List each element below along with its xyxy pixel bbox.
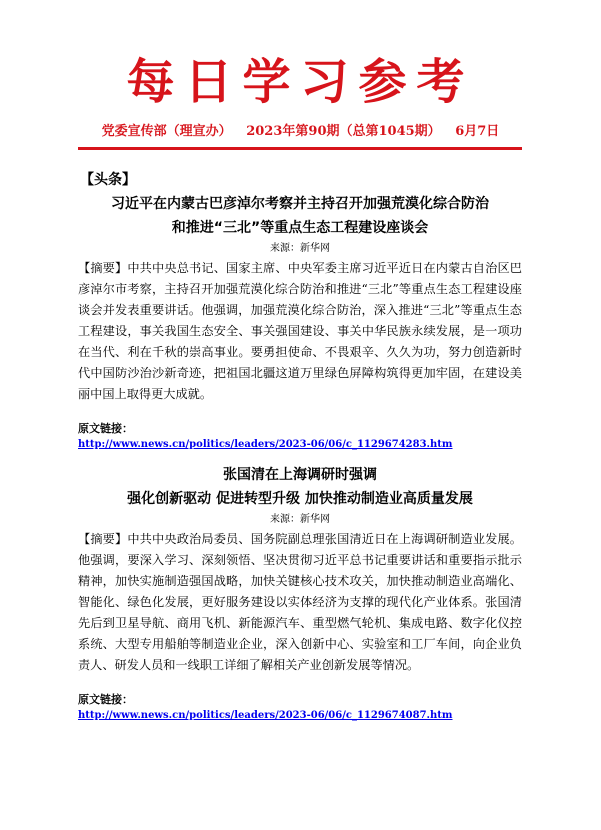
original-link[interactable]: http://www.news.cn/politics/leaders/2023-06/06/c_1129674283.htm (78, 439, 453, 450)
masthead-title: 每日学习参考 (126, 54, 475, 110)
publisher: 党委宣传部（理宣办） (101, 124, 232, 139)
original-link-label: 原文链接： (78, 693, 133, 706)
header-divider (78, 147, 522, 150)
document-body (78, 170, 522, 724)
article-summary: 【摘要】中共中央政治局委员、国务院副总理张国清近日在上海调研制造业发展。他强调，要深入学习、深刻领悟、坚决贯彻习近平总书记重要讲话和重要指示批示精神，加快实施制造强国战略，加快关键核心技术攻关，加快推动制造业高端化、智能化、绿色化发展，更好服务建设以实体经济为支撑的现代化产业体系。张国清先后到卫星导航、商用飞机、新能源汽车、重型燃气轮机、集成电路、数字化仪控系统、大型专用船舶等制造业企业，深入创新中心、实验室和工厂车间，向企业负责人、研发人员和一线职工详细了解相关产业创新发展等情况。 (78, 532, 522, 672)
article-title-line2: 强化创新驱动 促进转型升级 加快推动制造业高质量发展 (127, 491, 473, 507)
issue-number: 2023年第90期（总第1045期） (246, 124, 441, 139)
original-link-label: 原文链接： (78, 422, 133, 435)
article-title-line1: 习近平在内蒙古巴彦淖尔考察并主持召开加强荒漠化综合防治 (111, 196, 489, 212)
section-label: 【头条】 (80, 172, 136, 188)
issue-date: 6月7日 (455, 124, 500, 139)
article (78, 463, 522, 724)
issue-line (0, 123, 601, 141)
article-summary: 【摘要】中共中央总书记、国家主席、中央军委主席习近平近日在内蒙古自治区巴彦淖尔市考察，主持召开加强荒漠化综合防治和推进“三北”等重点生态工程建设座谈会并发表重要讲话。他强调，加强荒漠化综合防治，深入推进“三北”等重点生态工程建设，事关我国生态安全、事关强国建设、事关中华民族永续发展，是一项功在当代、利在千秋的崇高事业。要勇担使命、不畏艰辛、久久为功，努力创造新时代中国防沙治沙新奇迹，把祖国北疆这道万里绿色屏障构筑得更加牢固，在建设美丽中国上取得更大成就。 (78, 261, 522, 401)
article-source: 来源：新华网 (270, 243, 330, 254)
article (78, 192, 522, 453)
article-source: 来源：新华网 (270, 514, 330, 525)
article-title-line2: 和推进“三北”等重点生态工程建设座谈会 (171, 220, 429, 236)
original-link[interactable]: http://www.news.cn/politics/leaders/2023-06/06/c_1129674087.htm (78, 710, 453, 721)
article-title-line1: 张国清在上海调研时强调 (223, 467, 377, 483)
